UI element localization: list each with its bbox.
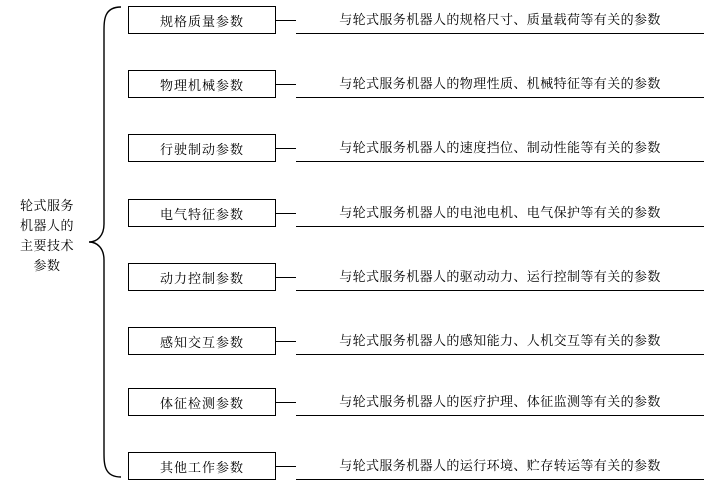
connector-line-3	[276, 148, 296, 149]
node-box-1[interactable]	[128, 6, 276, 34]
node-label-6: 感知交互参数	[159, 334, 244, 350]
description-text-1: 与轮式服务机器人的规格尺寸、质量载荷等有关的参数	[339, 11, 661, 27]
description-rule-1	[296, 33, 704, 34]
description-rule-3	[296, 161, 704, 162]
root-label-line-2: 机器人的	[19, 218, 74, 233]
root-label-line-1: 轮式服务	[19, 198, 74, 213]
description-cell-7	[296, 388, 704, 416]
node-box-6[interactable]	[128, 327, 276, 355]
table-row	[128, 70, 704, 98]
description-rule-8	[296, 479, 704, 480]
connector-line-1	[276, 20, 296, 21]
connector-line-5	[276, 277, 296, 278]
connector-line-8	[276, 466, 296, 467]
connector-line-6	[276, 341, 296, 342]
node-label-2: 物理机械参数	[159, 77, 244, 93]
node-box-4[interactable]	[128, 199, 276, 227]
description-text-3: 与轮式服务机器人的速度挡位、制动性能等有关的参数	[339, 139, 661, 155]
root-label-line-3: 主要技术	[19, 238, 74, 253]
description-cell-3	[296, 134, 704, 162]
connector-line-2	[276, 84, 296, 85]
node-box-8[interactable]	[128, 452, 276, 480]
node-label-1: 规格质量参数	[159, 13, 244, 29]
table-row	[128, 388, 704, 416]
description-text-7: 与轮式服务机器人的医疗护理、体征监测等有关的参数	[339, 393, 661, 409]
table-row	[128, 6, 704, 34]
node-label-7: 体征检测参数	[159, 395, 244, 411]
table-row	[128, 452, 704, 480]
node-label-5: 动力控制参数	[159, 270, 244, 286]
connector-line-4	[276, 213, 296, 214]
description-text-2: 与轮式服务机器人的物理性质、机械特征等有关的参数	[339, 75, 661, 91]
node-label-3: 行驶制动参数	[159, 141, 244, 157]
description-rule-2	[296, 97, 704, 98]
description-text-4: 与轮式服务机器人的电池电机、电气保护等有关的参数	[339, 204, 661, 220]
description-rule-4	[296, 226, 704, 227]
description-cell-1	[296, 6, 704, 34]
description-cell-5	[296, 263, 704, 291]
root-label-line-4: 参数	[33, 258, 61, 273]
node-box-2[interactable]	[128, 70, 276, 98]
description-text-5: 与轮式服务机器人的驱动动力、运行控制等有关的参数	[339, 268, 661, 284]
table-row	[128, 199, 704, 227]
description-text-8: 与轮式服务机器人的运行环境、贮存转运等有关的参数	[339, 457, 661, 473]
node-box-3[interactable]	[128, 134, 276, 162]
node-box-7[interactable]	[128, 388, 276, 416]
description-text-6: 与轮式服务机器人的感知能力、人机交互等有关的参数	[339, 332, 661, 348]
connector-line-7	[276, 402, 296, 403]
description-rule-7	[296, 415, 704, 416]
node-box-5[interactable]	[128, 263, 276, 291]
description-cell-2	[296, 70, 704, 98]
description-rule-5	[296, 290, 704, 291]
description-rule-6	[296, 354, 704, 355]
table-row	[128, 263, 704, 291]
node-label-4: 电气特征参数	[159, 206, 244, 222]
description-cell-4	[296, 199, 704, 227]
description-cell-6	[296, 327, 704, 355]
node-label-8: 其他工作参数	[159, 459, 244, 475]
table-row	[128, 327, 704, 355]
table-row	[128, 134, 704, 162]
description-cell-8	[296, 452, 704, 480]
